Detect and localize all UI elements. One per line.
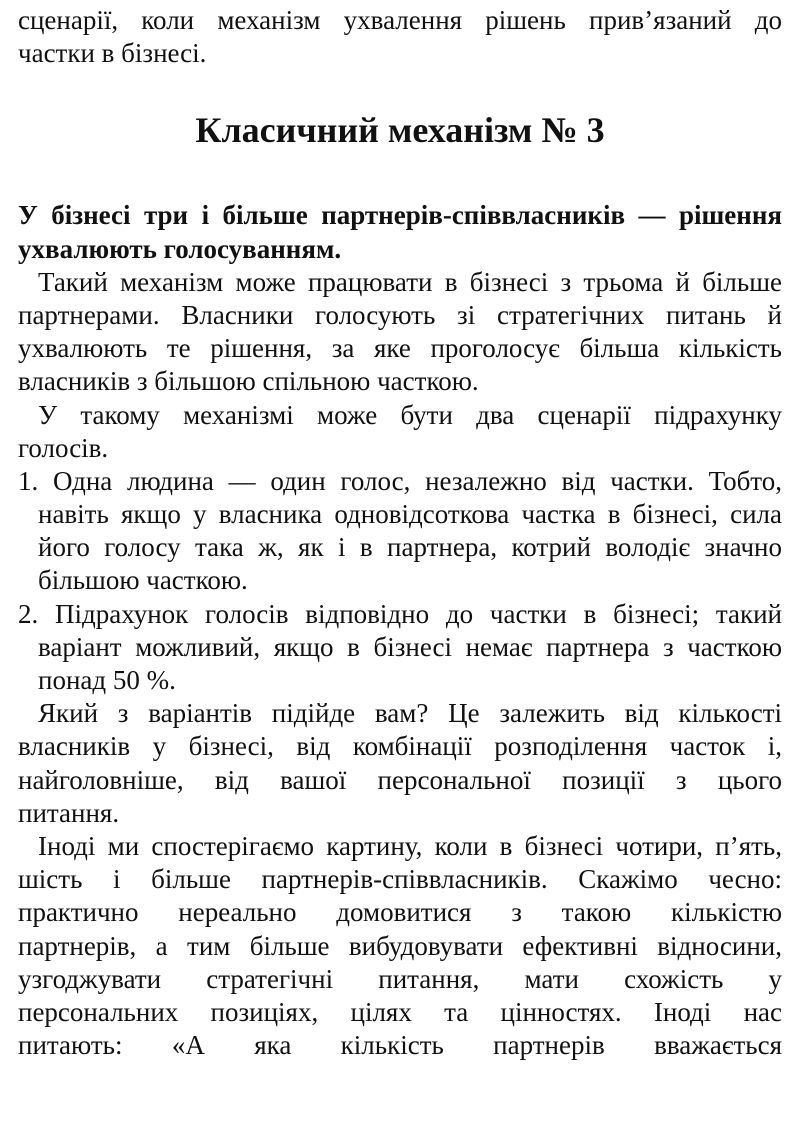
paragraph-line: узгоджувати стратегічні питання, мати схожість у [18, 963, 782, 994]
paragraph-line: Іноді ми спостерігаємо картину, коли в бізнесі чотири, п’ять, [38, 830, 782, 861]
paragraph-line: власників з більшою спільною часткою. [18, 366, 479, 397]
list-item [18, 598, 782, 698]
section-heading: Класичний механізм № 3 [195, 110, 605, 151]
list-item-line: більшою часткою. [38, 565, 248, 596]
paragraph-line: найголовніше, від вашої персональної позиції з цього [18, 764, 782, 795]
paragraph-line: партнерів, а тим більше вибудовувати ефективні відносини, [18, 930, 782, 961]
paragraph-line: питання. [18, 797, 120, 828]
list-item-line: понад 50 %. [38, 665, 176, 695]
list-item [18, 465, 782, 598]
paragraph-line: власників у бізнесі, від комбінації розподілення часток і, [18, 731, 782, 762]
paragraph-line: У такому механізмі може бути два сценарії підрахунку [38, 399, 782, 430]
paragraph-line: партнерами. Власники голосують зі стратегічних питань й [18, 299, 782, 330]
lead-line: ухвалюють голосуванням. [18, 233, 342, 264]
paragraph-line: ухвалюють те рішення, за яке проголосує більша кількість [18, 333, 782, 364]
lead-line: У бізнесі три і більше партнерів-співвласників — рішення [18, 200, 782, 231]
paragraph-line: шість і більше партнерів-співвласників. Скажімо чесно: [18, 864, 782, 895]
paragraph-line: Такий механізм може працювати в бізнесі з трьома й більше [38, 266, 782, 297]
paragraph-line: голосів. [18, 432, 109, 463]
list-item-line: 1. Одна людина — один голос, незалежно від частки. Тобто, [18, 465, 782, 496]
paragraph-line: персональних позиціях, цілях та цінностях. Іноді нас [18, 996, 782, 1027]
paragraph-line: Який з варіантів підійде вам? Це залежить від кількості [38, 698, 782, 729]
list-item-line: 2. Підрахунок голосів відповідно до частки в бізнесі; такий [18, 598, 782, 629]
numbered-list [18, 465, 782, 697]
list-item-line: навіть якщо у власника одновідсоткова частка в бізнесі, сила [38, 499, 782, 530]
paragraph-line: питають: «А яка кількість партнерів вважається [18, 1030, 782, 1061]
list-item-line: його голосу така ж, як і в партнера, котрий володіє значно [38, 532, 782, 563]
intro-line: частки в бізнесі. [18, 38, 207, 69]
intro-line: сценарії, коли механізм ухвалення рішень прив’язаний до [18, 5, 782, 35]
list-item-line: варіант можливий, якщо в бізнесі немає партнера з часткою [38, 631, 782, 662]
paragraph-line: практично нереально домовитися з такою кількістю [18, 897, 782, 928]
